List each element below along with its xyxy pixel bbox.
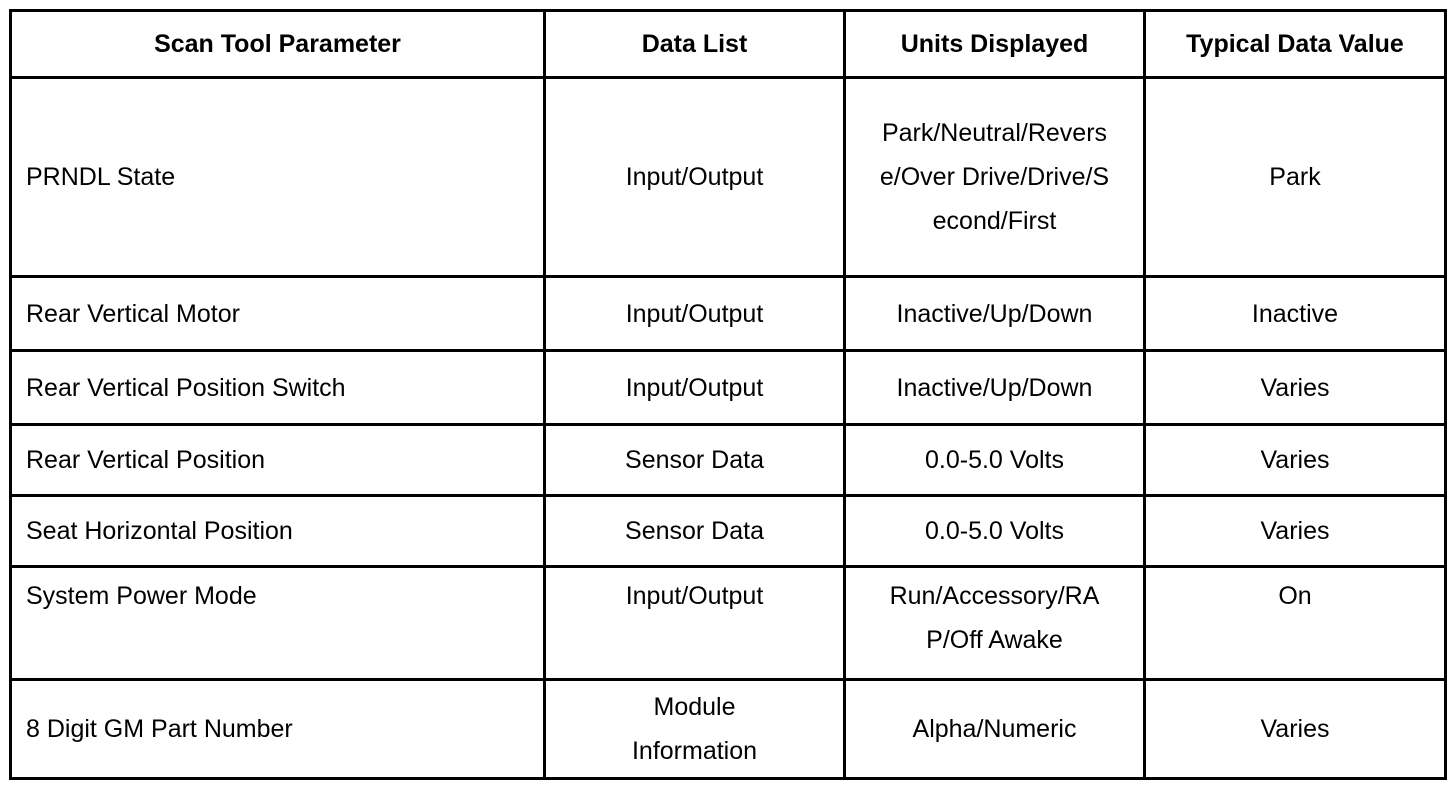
header-data-list: Data List <box>545 11 845 78</box>
typical-value-cell: Inactive <box>1145 277 1446 351</box>
table-row <box>11 425 1446 496</box>
header-scan-tool-parameter: Scan Tool Parameter <box>11 11 545 78</box>
table-row <box>11 351 1446 425</box>
table-row <box>11 78 1446 277</box>
units-cell <box>845 567 1145 680</box>
typical-value-cell: On <box>1145 567 1446 680</box>
table-row <box>11 496 1446 567</box>
units-cell: 0.0-5.0 Volts <box>845 425 1145 496</box>
data-list-cell: Sensor Data <box>545 425 845 496</box>
typical-value-cell: Varies <box>1145 351 1446 425</box>
units-cell: 0.0-5.0 Volts <box>845 496 1145 567</box>
table-row <box>11 680 1446 779</box>
data-list-cell: Input/Output <box>545 351 845 425</box>
units-cell: Inactive/Up/Down <box>845 351 1145 425</box>
data-list-cell: Input/Output <box>545 567 845 680</box>
typical-value-cell: Park <box>1145 78 1446 277</box>
data-list-text: Module Information <box>631 693 758 765</box>
parameter-cell: 8 Digit GM Part Number <box>11 680 545 779</box>
parameter-cell: Rear Vertical Motor <box>11 277 545 351</box>
parameter-cell: Rear Vertical Position Switch <box>11 351 545 425</box>
units-text: Park/Neutral/Reverse/Over Drive/Drive/Second/First <box>879 119 1110 235</box>
units-cell: Inactive/Up/Down <box>845 277 1145 351</box>
units-text: Run/Accessory/RAP/Off Awake <box>889 582 1100 654</box>
header-units-displayed: Units Displayed <box>845 11 1145 78</box>
parameter-cell: System Power Mode <box>11 567 545 680</box>
data-list-cell <box>545 680 845 779</box>
typical-value-cell: Varies <box>1145 425 1446 496</box>
table-row <box>11 277 1446 351</box>
data-list-cell: Input/Output <box>545 78 845 277</box>
parameter-cell: Seat Horizontal Position <box>11 496 545 567</box>
table-row <box>11 567 1446 680</box>
data-list-cell: Input/Output <box>545 277 845 351</box>
typical-value-cell: Varies <box>1145 680 1446 779</box>
header-typical-data-value: Typical Data Value <box>1145 11 1446 78</box>
parameter-cell: PRNDL State <box>11 78 545 277</box>
units-cell <box>845 78 1145 277</box>
scan-tool-data-table <box>9 9 1447 780</box>
units-cell: Alpha/Numeric <box>845 680 1145 779</box>
header-row <box>11 11 1446 78</box>
typical-value-cell: Varies <box>1145 496 1446 567</box>
parameter-cell: Rear Vertical Position <box>11 425 545 496</box>
data-list-cell: Sensor Data <box>545 496 845 567</box>
